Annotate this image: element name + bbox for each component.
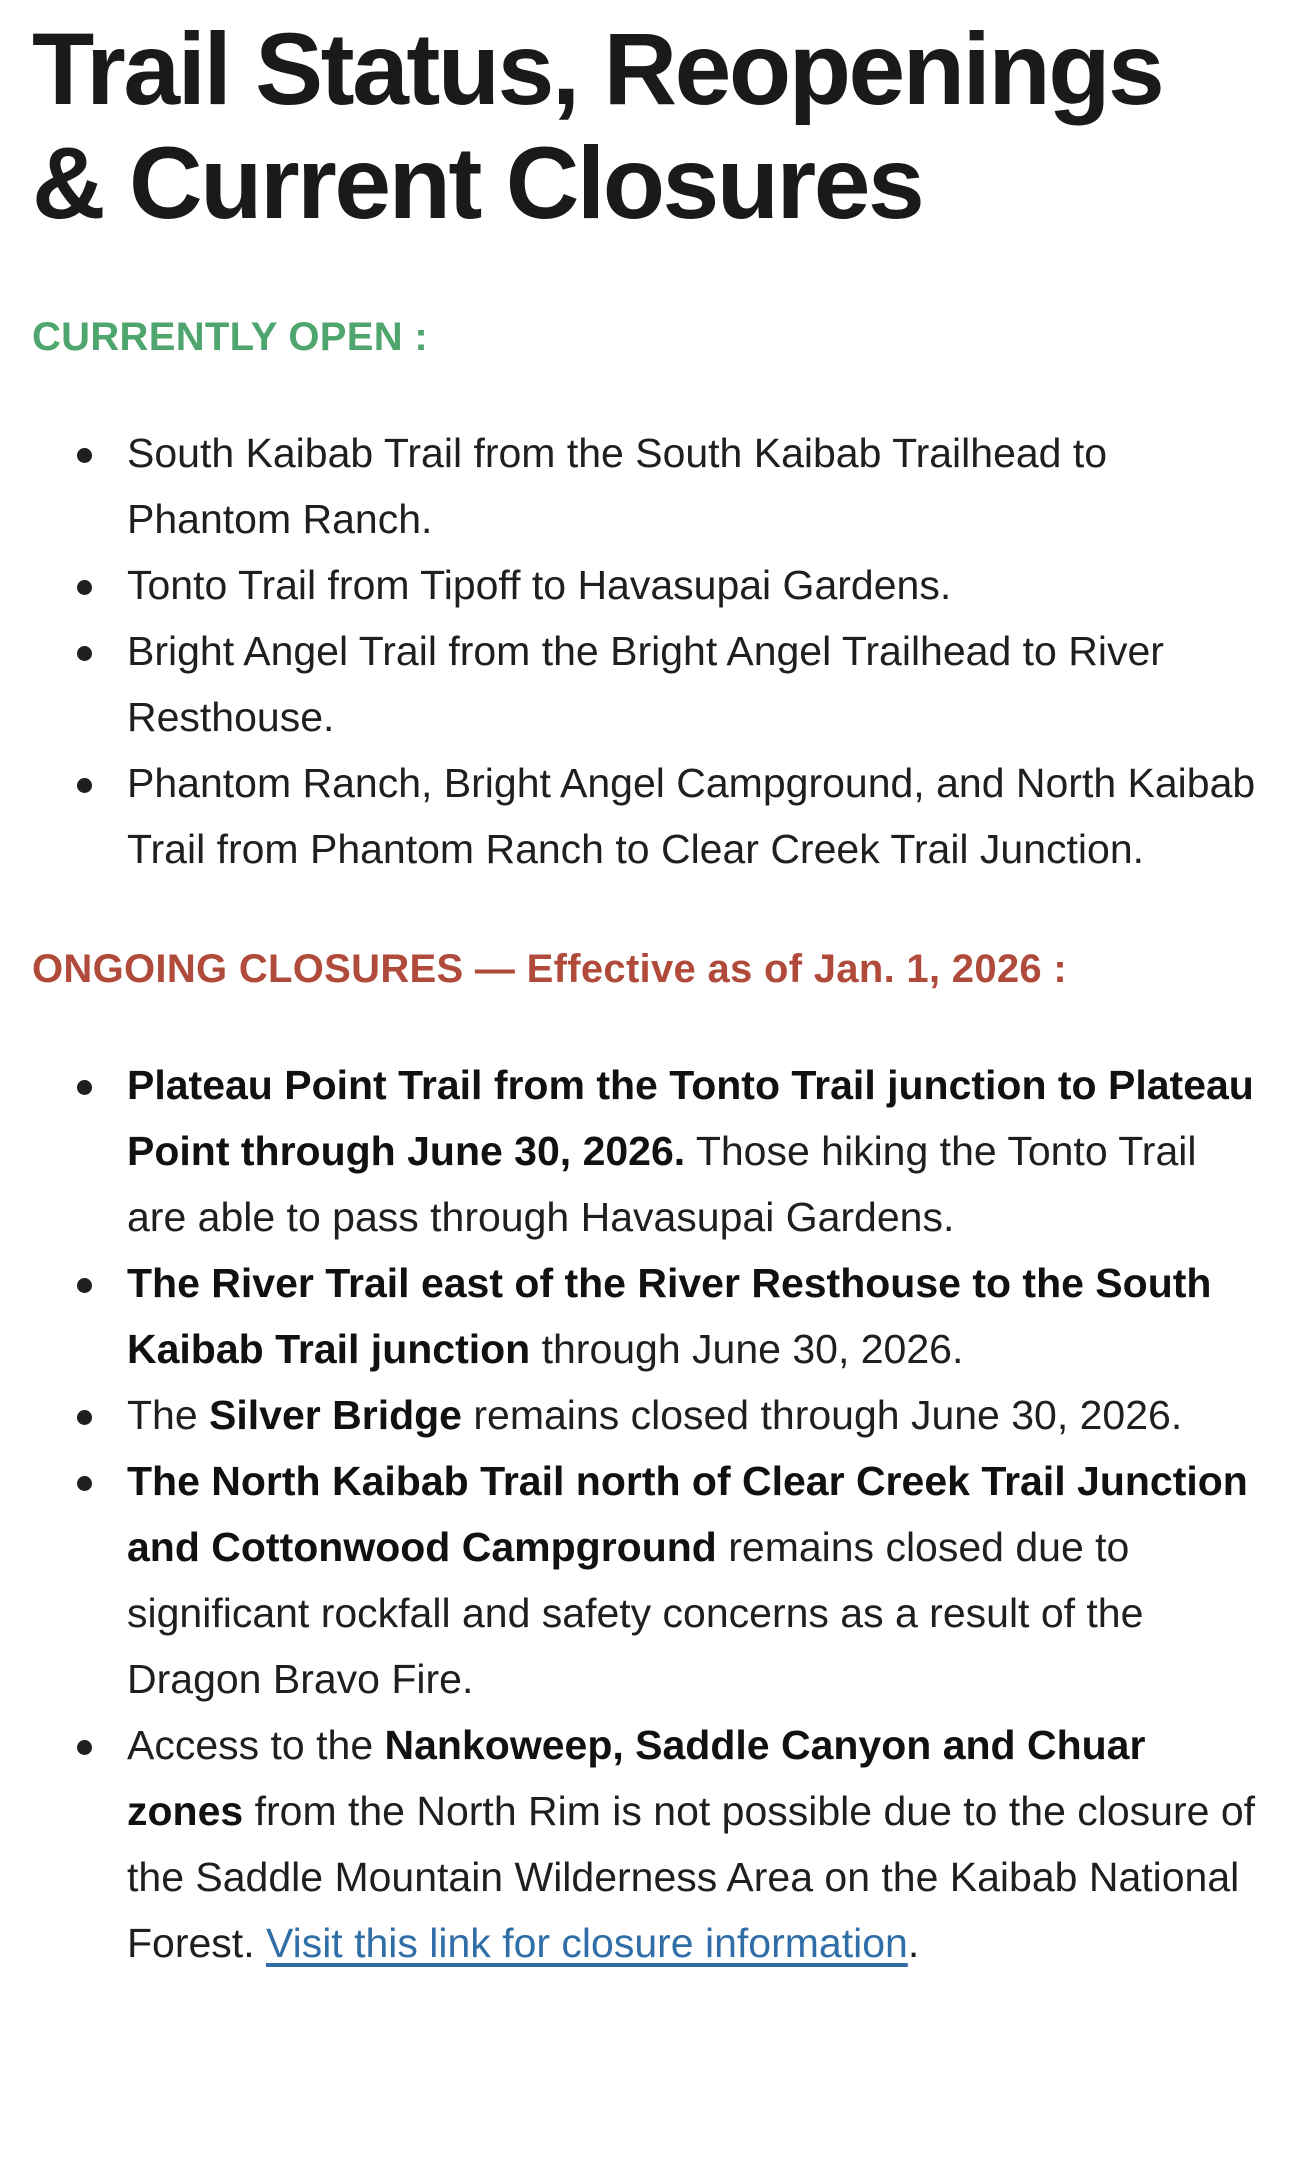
closure-prefix: Access to the <box>127 1722 385 1768</box>
open-trails-list <box>32 420 1256 882</box>
closure-name: Silver Bridge <box>209 1392 462 1438</box>
closure-suffix: . <box>907 1920 920 1966</box>
list-item: Bright Angel Trail from the Bright Angel Trailhead to River Resthouse. <box>127 618 1256 750</box>
list-item <box>127 1382 1256 1448</box>
closure-details: from the North Rim is not possible due to the closure of the Saddle Mountain Wilderness Area on the Kaibab National Forest. <box>127 1788 1256 1966</box>
list-item <box>127 1712 1256 1976</box>
list-item <box>127 1448 1256 1712</box>
closure-details: remains closed through June 30, 2026. <box>461 1392 1183 1438</box>
ongoing-closures-heading: ONGOING CLOSURES — Effective as of Jan. 1, 2026 : <box>32 947 1067 991</box>
list-item: South Kaibab Trail from the South Kaibab Trailhead to Phantom Ranch. <box>127 420 1256 552</box>
closure-name: The River Trail east of the River Resthouse to the South Kaibab Trail junction <box>127 1260 1212 1372</box>
list-item <box>127 1052 1256 1250</box>
closure-information-link[interactable]: Visit this link for closure information <box>265 1920 908 1966</box>
list-item: Phantom Ranch, Bright Angel Campground, and North Kaibab Trail from Phantom Ranch to Clear Creek Trail Junction. <box>127 750 1256 882</box>
list-item: Tonto Trail from Tipoff to Havasupai Gardens. <box>127 552 1256 618</box>
list-item <box>127 1250 1256 1382</box>
closures-list <box>32 1052 1256 1976</box>
closure-name: Nankoweep, Saddle Canyon and Chuar zones <box>127 1722 1146 1834</box>
closure-name: Plateau Point Trail from the Tonto Trail junction to Plateau Point through June 30, 2026. <box>127 1062 1254 1174</box>
closure-details: through June 30, 2026. <box>530 1326 964 1372</box>
closure-prefix: The <box>127 1392 210 1438</box>
closure-name: The North Kaibab Trail north of Clear Creek Trail Junction and Cottonwood Campground <box>127 1458 1248 1570</box>
closure-details: Those hiking the Tonto Trail are able to pass through Havasupai Gardens. <box>127 1128 1197 1240</box>
closure-details: remains closed due to significant rockfall and safety concerns as a result of the Dragon Bravo Fire. <box>127 1524 1144 1702</box>
page-title: Trail Status, Reopenings & Current Closures <box>32 12 1163 240</box>
currently-open-heading: CURRENTLY OPEN : <box>32 315 428 359</box>
